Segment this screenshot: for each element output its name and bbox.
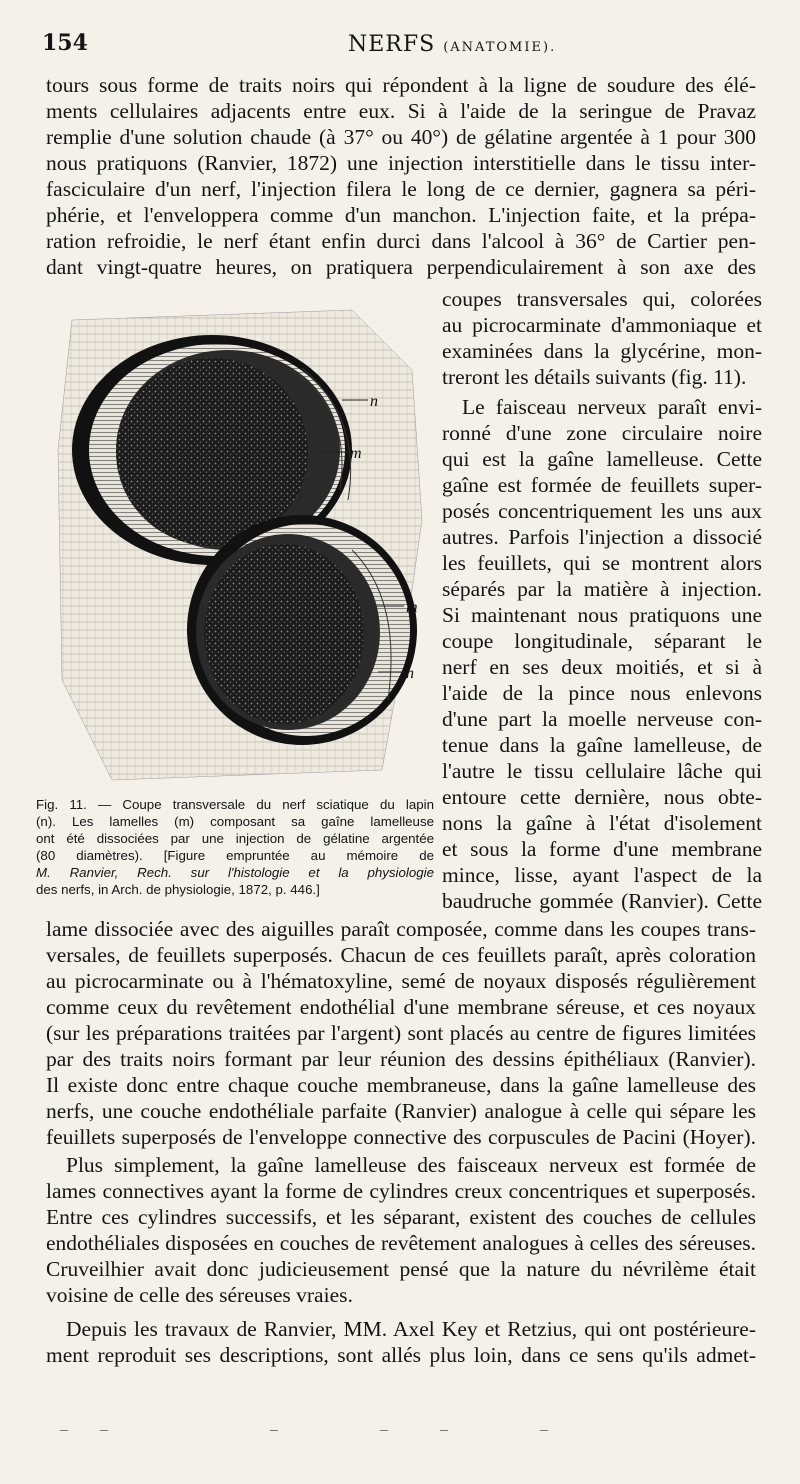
text-line: nous pratiquons (Ranvier, 1872) une injection interstitielle dans le tissu inter- bbox=[46, 151, 756, 175]
figure-caption bbox=[36, 796, 434, 898]
text-line: versales, de feuillets superposés. Chacun de ces feuillets paraît, après coloration bbox=[46, 943, 756, 967]
running-title bbox=[348, 32, 556, 57]
page-number: 154 bbox=[42, 30, 88, 56]
text-line: lames connectives ayant la forme de cylindres creux concentriques et superposés. bbox=[46, 1179, 756, 1203]
text-line: d'une part la moelle nerveuse con- bbox=[442, 707, 762, 731]
page-header bbox=[34, 30, 764, 64]
text-line: qui est la gaîne lamelleuse. Cette bbox=[442, 447, 762, 471]
text-line: les feuillets, qui se montrent alors bbox=[442, 551, 762, 575]
text-line: ronné d'une zone circulaire noire bbox=[442, 421, 762, 445]
text-line: mince, lisse, ayant l'aspect de la bbox=[442, 863, 762, 887]
text-line: ration refroidie, le nerf étant enfin durci dans l'alcool à 36° de Cartier pen- bbox=[46, 229, 756, 253]
running-title-main: NERFS bbox=[348, 32, 436, 57]
caption-line: Fig. 11. — Coupe transversale du nerf sciatique du lapin bbox=[36, 797, 434, 812]
text-line: Si maintenant nous pratiquons une bbox=[442, 603, 762, 627]
text-line: ment reproduit ses descriptions, sont allés plus loin, dans ce sens qu'ils admet- bbox=[46, 1343, 756, 1367]
figure-label-n-upper: n bbox=[370, 393, 378, 410]
text-line: nerf en ses deux moitiés, et si à bbox=[442, 655, 762, 679]
text-line: Depuis les travaux de Ranvier, MM. Axel Key et Retzius, qui ont postérieure- bbox=[66, 1317, 756, 1341]
text-line: treront les détails suivants (fig. 11). bbox=[442, 365, 747, 389]
text-line: comme ceux du revêtement endothélial d'une membrane séreuse, et ces noyaux bbox=[46, 995, 756, 1019]
text-line: tours sous forme de traits noirs qui répondent à la ligne de soudure des élé- bbox=[46, 73, 756, 97]
text-line: (sur les préparations traitées par l'argent) sont placés au centre de figures limitées bbox=[46, 1021, 756, 1045]
text-line: voisine de celle des séreuses vraies. bbox=[46, 1283, 353, 1307]
text-line: autres. Parfois l'injection a dissocié bbox=[442, 525, 762, 549]
text-line: l'autre le tissu cellulaire lâche qui bbox=[442, 759, 762, 783]
text-line: tenue dans la gaîne lamelleuse, de bbox=[442, 733, 762, 757]
text-line: posés concentriquement les uns aux bbox=[442, 499, 762, 523]
text-line: nons la gaîne à l'état d'isolement bbox=[442, 811, 762, 835]
text-line: Il existe donc entre chaque couche membraneuse, dans la gaîne lamelleuse des bbox=[46, 1073, 756, 1097]
text-line: ments cellulaires adjacents entre eux. Si à l'aide de la seringue de Pravaz bbox=[46, 99, 756, 123]
text-line: endothéliales disposées en couches de revêtement analogues à celles des séreuses. bbox=[46, 1231, 756, 1255]
text-line: Entre ces cylindres successifs, et les séparant, existent des couches de cellules bbox=[46, 1205, 756, 1229]
caption-line: (80 diamètres). [Figure empruntée au mémoire de bbox=[36, 848, 434, 863]
text-line: lame dissociée avec des aiguilles paraît composée, comme dans les coupes trans- bbox=[46, 917, 756, 941]
print-marks bbox=[60, 1430, 740, 1440]
text-line: phérie, et l'enveloppera comme d'un manchon. L'injection faite, et la prépa- bbox=[46, 203, 756, 227]
text-line: entoure cette dernière, nous obte- bbox=[442, 785, 762, 809]
caption-line: M. Ranvier, Rech. sur l'histologie et la physiologie bbox=[36, 865, 434, 880]
caption-line: des nerfs, in Arch. de physiologie, 1872, p. 446.] bbox=[36, 882, 320, 897]
figure-11-illustration bbox=[52, 300, 432, 785]
text-line: Le faisceau nerveux paraît envi- bbox=[462, 395, 762, 419]
text-line: nerfs, une couche endothéliale parfaite (Ranvier) analogue à celle qui sépare les bbox=[46, 1099, 756, 1123]
text-line: baudruche gommée (Ranvier). Cette bbox=[442, 889, 762, 913]
figure-label-m-upper: m bbox=[350, 445, 362, 462]
running-title-sub: (ANATOMIE). bbox=[443, 40, 557, 55]
text-line: fasciculaire d'un nerf, l'injection filera le long de ce dernier, gagnera sa péri- bbox=[46, 177, 756, 201]
text-line: au picrocarminate ou à l'hématoxyline, semé de noyaux disposés régulièrement bbox=[46, 969, 756, 993]
text-line: coupe longitudinale, séparant le bbox=[442, 629, 762, 653]
text-line: coupes transversales qui, colorées bbox=[442, 287, 762, 311]
text-line: et sous la forme d'une membrane bbox=[442, 837, 762, 861]
text-line: au picrocarminate d'ammoniaque et bbox=[442, 313, 762, 337]
text-line: gaîne est formée de feuillets super- bbox=[442, 473, 762, 497]
text-line: séparés par la matière à injection. bbox=[442, 577, 762, 601]
lower-nerve-fascicle bbox=[187, 515, 417, 745]
text-line: feuillets superposés de l'enveloppe connective des corpuscules de Pacini (Hoyer). bbox=[46, 1125, 756, 1149]
text-line: remplie d'une solution chaude (à 37° ou 40°) de gélatine argentée à 1 pour 300 bbox=[46, 125, 756, 149]
caption-line: ont été dissociées par une injection de gélatine argentée bbox=[36, 831, 434, 846]
text-line: examinées dans la glycérine, mon- bbox=[442, 339, 762, 363]
text-line: Plus simplement, la gaîne lamelleuse des faisceaux nerveux est formée de bbox=[66, 1153, 756, 1177]
caption-line: (n). Les lamelles (m) composant sa gaîne lamelleuse bbox=[36, 814, 434, 829]
text-line: l'aide de la pince nous enlevons bbox=[442, 681, 762, 705]
figure-label-m-lower: m bbox=[406, 599, 418, 616]
text-line: par des traits noirs formant par leur réunion des dessins épithéliaux (Ranvier). bbox=[46, 1047, 756, 1071]
figure-label-n-lower: n bbox=[406, 665, 414, 682]
text-line: Cruveilhier avait donc judicieusement pensé que la nature du névrilème était bbox=[46, 1257, 756, 1281]
text-line: dant vingt-quatre heures, on pratiquera perpendiculairement à son axe des bbox=[46, 255, 756, 279]
